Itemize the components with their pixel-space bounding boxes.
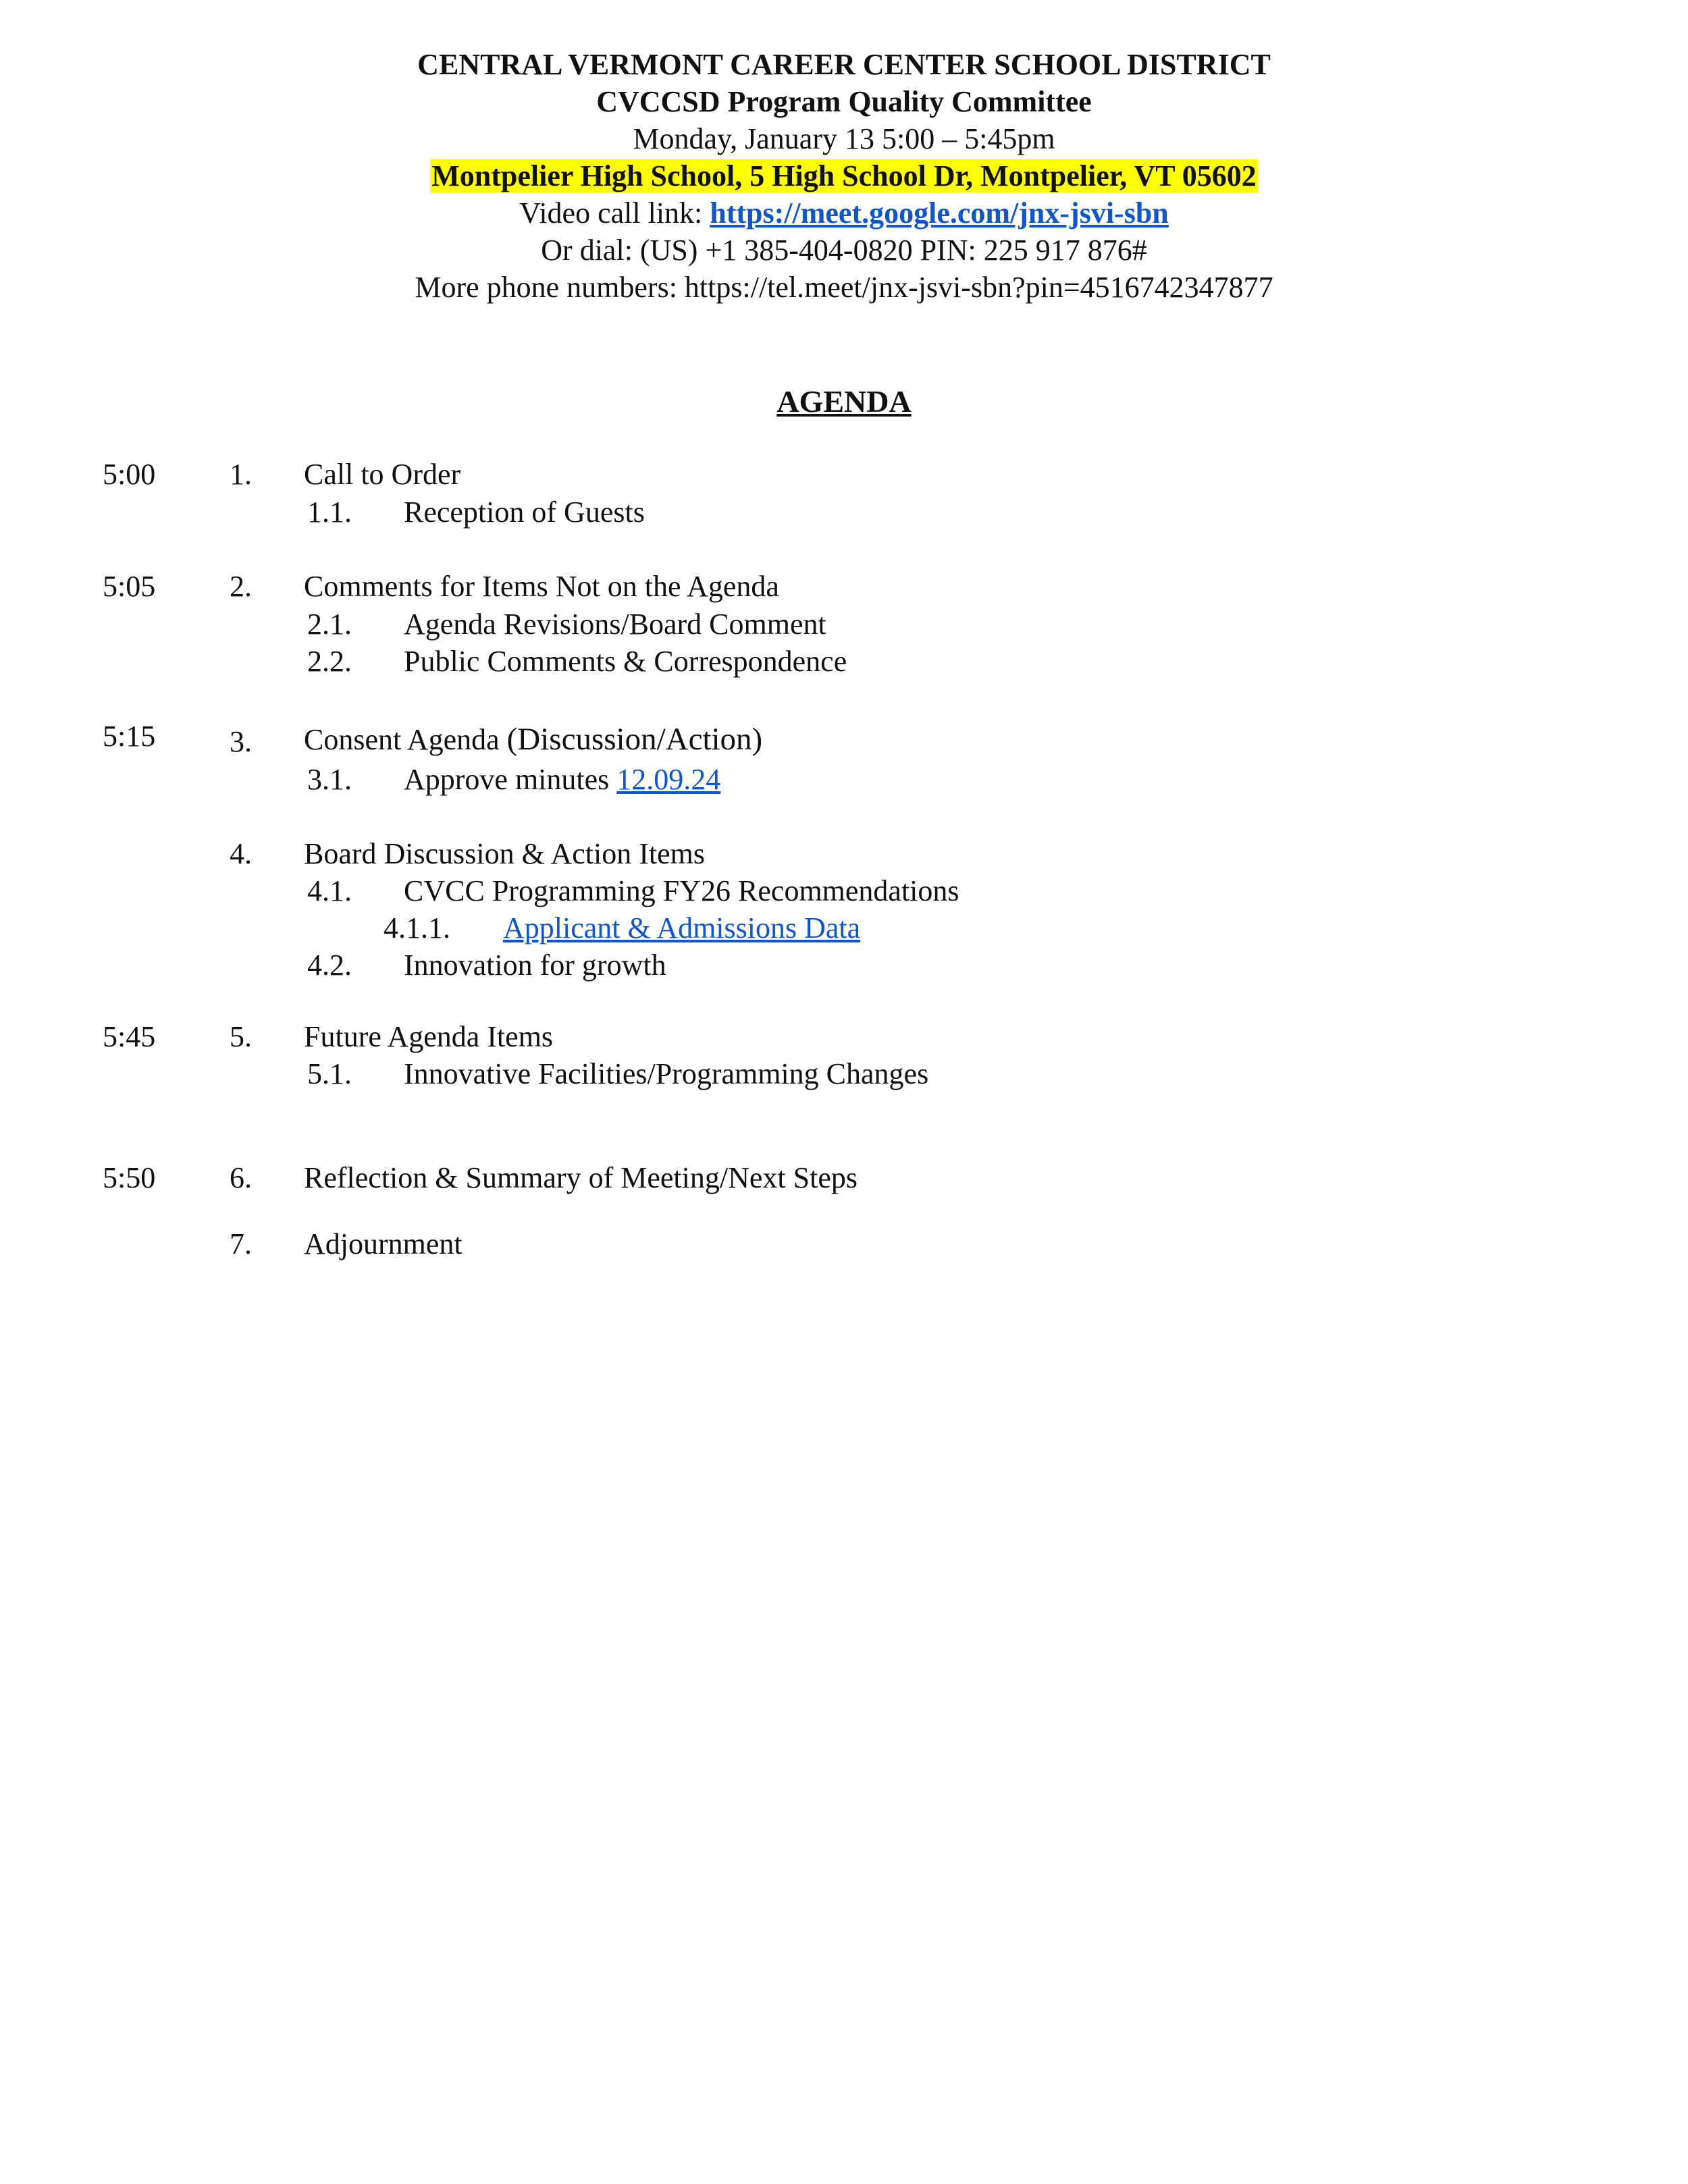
time-item-6: 5:50: [103, 1161, 156, 1194]
item-7-number: 7.: [230, 1227, 252, 1260]
meeting-header: [0, 46, 1688, 306]
item-3-number: 3.: [230, 725, 252, 758]
item-3-line: [304, 721, 762, 758]
video-call-link[interactable]: https://meet.google.com/jnx-jsvi-sbn: [710, 196, 1169, 230]
time-item-5: 5:45: [103, 1020, 156, 1053]
item-2-2-text: Public Comments & Correspondence: [404, 645, 847, 678]
district-name: CENTRAL VERMONT CAREER CENTER SCHOOL DISTRICT: [417, 48, 1271, 81]
item-2-1-number: 2.1.: [307, 608, 352, 641]
dial-in-info: Or dial: (US) +1 385-404-0820 PIN: 225 917 876#: [541, 234, 1147, 267]
item-7-text: Adjournment: [304, 1227, 463, 1260]
item-4-2-text: Innovation for growth: [404, 949, 666, 982]
item-5-text: Future Agenda Items: [304, 1020, 554, 1053]
item-4-2-number: 4.2.: [307, 949, 352, 982]
meeting-datetime: Monday, January 13 5:00 – 5:45pm: [633, 122, 1055, 155]
item-4-1-text: CVCC Programming FY26 Recommendations: [404, 874, 959, 907]
item-4-number: 4.: [230, 837, 252, 870]
item-1-1-text: Reception of Guests: [404, 496, 645, 529]
item-3-suffix: (Discussion/Action): [506, 722, 763, 757]
more-phone-numbers: More phone numbers: https://tel.meet/jnx-jsvi-sbn?pin=4516742347877: [415, 271, 1273, 304]
item-3-1-line: [404, 761, 720, 798]
item-4-text: Board Discussion & Action Items: [304, 837, 705, 870]
time-item-2: 5:05: [103, 570, 156, 603]
item-3-1-number: 3.1.: [307, 763, 352, 796]
admissions-data-link[interactable]: Applicant & Admissions Data: [503, 911, 861, 944]
item-1-1-number: 1.1.: [307, 496, 352, 529]
item-4-1-number: 4.1.: [307, 874, 352, 907]
item-1-text: Call to Order: [304, 458, 461, 491]
time-item-1: 5:00: [103, 458, 156, 491]
item-5-1-number: 5.1.: [307, 1057, 352, 1090]
meeting-location: Montpelier High School, 5 High School Dr, Montpelier, VT 05602: [431, 159, 1257, 192]
meeting-location-line: [0, 157, 1688, 194]
item-3-1-text: Approve minutes: [404, 763, 617, 796]
item-2-2-number: 2.2.: [307, 645, 352, 678]
agenda-title: [0, 383, 1688, 421]
item-5-1-text: Innovative Facilities/Programming Changes: [404, 1057, 929, 1090]
video-call-line: [0, 194, 1688, 232]
item-5-number: 5.: [230, 1020, 252, 1053]
committee-name: CVCCSD Program Quality Committee: [596, 85, 1092, 118]
item-4-1-1-number: 4.1.1.: [384, 911, 450, 944]
item-3-text: Consent Agenda: [304, 723, 507, 756]
agenda-title-text: AGENDA: [776, 384, 912, 419]
item-6-number: 6.: [230, 1161, 252, 1194]
item-1-number: 1.: [230, 458, 252, 491]
item-2-text: Comments for Items Not on the Agenda: [304, 570, 779, 603]
item-6-text: Reflection & Summary of Meeting/Next Steps: [304, 1161, 858, 1194]
video-call-label: Video call link:: [519, 196, 710, 230]
item-4-1-1-line: [503, 909, 860, 947]
item-2-number: 2.: [230, 570, 252, 603]
minutes-link[interactable]: 12.09.24: [616, 763, 721, 796]
item-2-1-text: Agenda Revisions/Board Comment: [404, 608, 826, 641]
time-item-3: 5:15: [103, 720, 156, 753]
